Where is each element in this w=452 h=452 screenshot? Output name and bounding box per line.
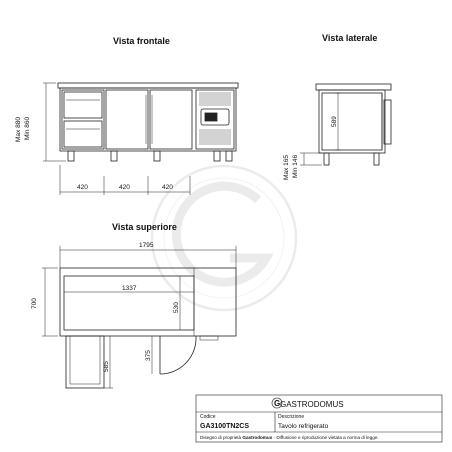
top-door-swing-label: 375 [145,350,152,361]
front-width-2: 420 [119,184,130,191]
top-width-dimension [60,246,236,268]
side-inner-height-label: 589 [331,116,338,127]
top-view-title: Vista superiore [112,222,177,232]
front-width-3: 420 [162,184,173,191]
watermark-logo [152,166,296,310]
svg-text:G: G [274,399,281,408]
side-leg-min-label: Min 146 [292,154,299,178]
brand-name: GASTRODOMUS [280,400,344,409]
front-width-1: 420 [77,184,88,191]
top-view [60,268,236,388]
description-label: Descrizione [278,414,305,420]
top-total-width-label: 1795 [139,242,154,249]
front-view [58,83,238,161]
side-leg-max-label: Max 165 [283,155,290,180]
code-value: GA3100TN2CS [200,423,250,430]
top-inner-width-label: 1337 [122,285,137,292]
side-view-title: Vista laterale [322,33,378,43]
front-height-min-label: Min 860 [24,116,31,140]
footer-notice: Disegno di proprietà Gastrodomus - Diffusione e riproduzione vietata a norma di legge. [200,435,379,440]
description-value: Tavolo refrigerato [278,423,329,430]
side-height-dimension [300,93,341,165]
front-view-title: Vista frontale [113,36,170,46]
top-inner-depth-label: 530 [173,302,180,313]
code-label: Codice [200,414,216,420]
side-view [316,84,391,165]
top-depth-label: 700 [31,298,38,309]
front-height-max-label: Max 880 [15,117,22,142]
top-drawer-projection-label: 585 [103,361,110,372]
